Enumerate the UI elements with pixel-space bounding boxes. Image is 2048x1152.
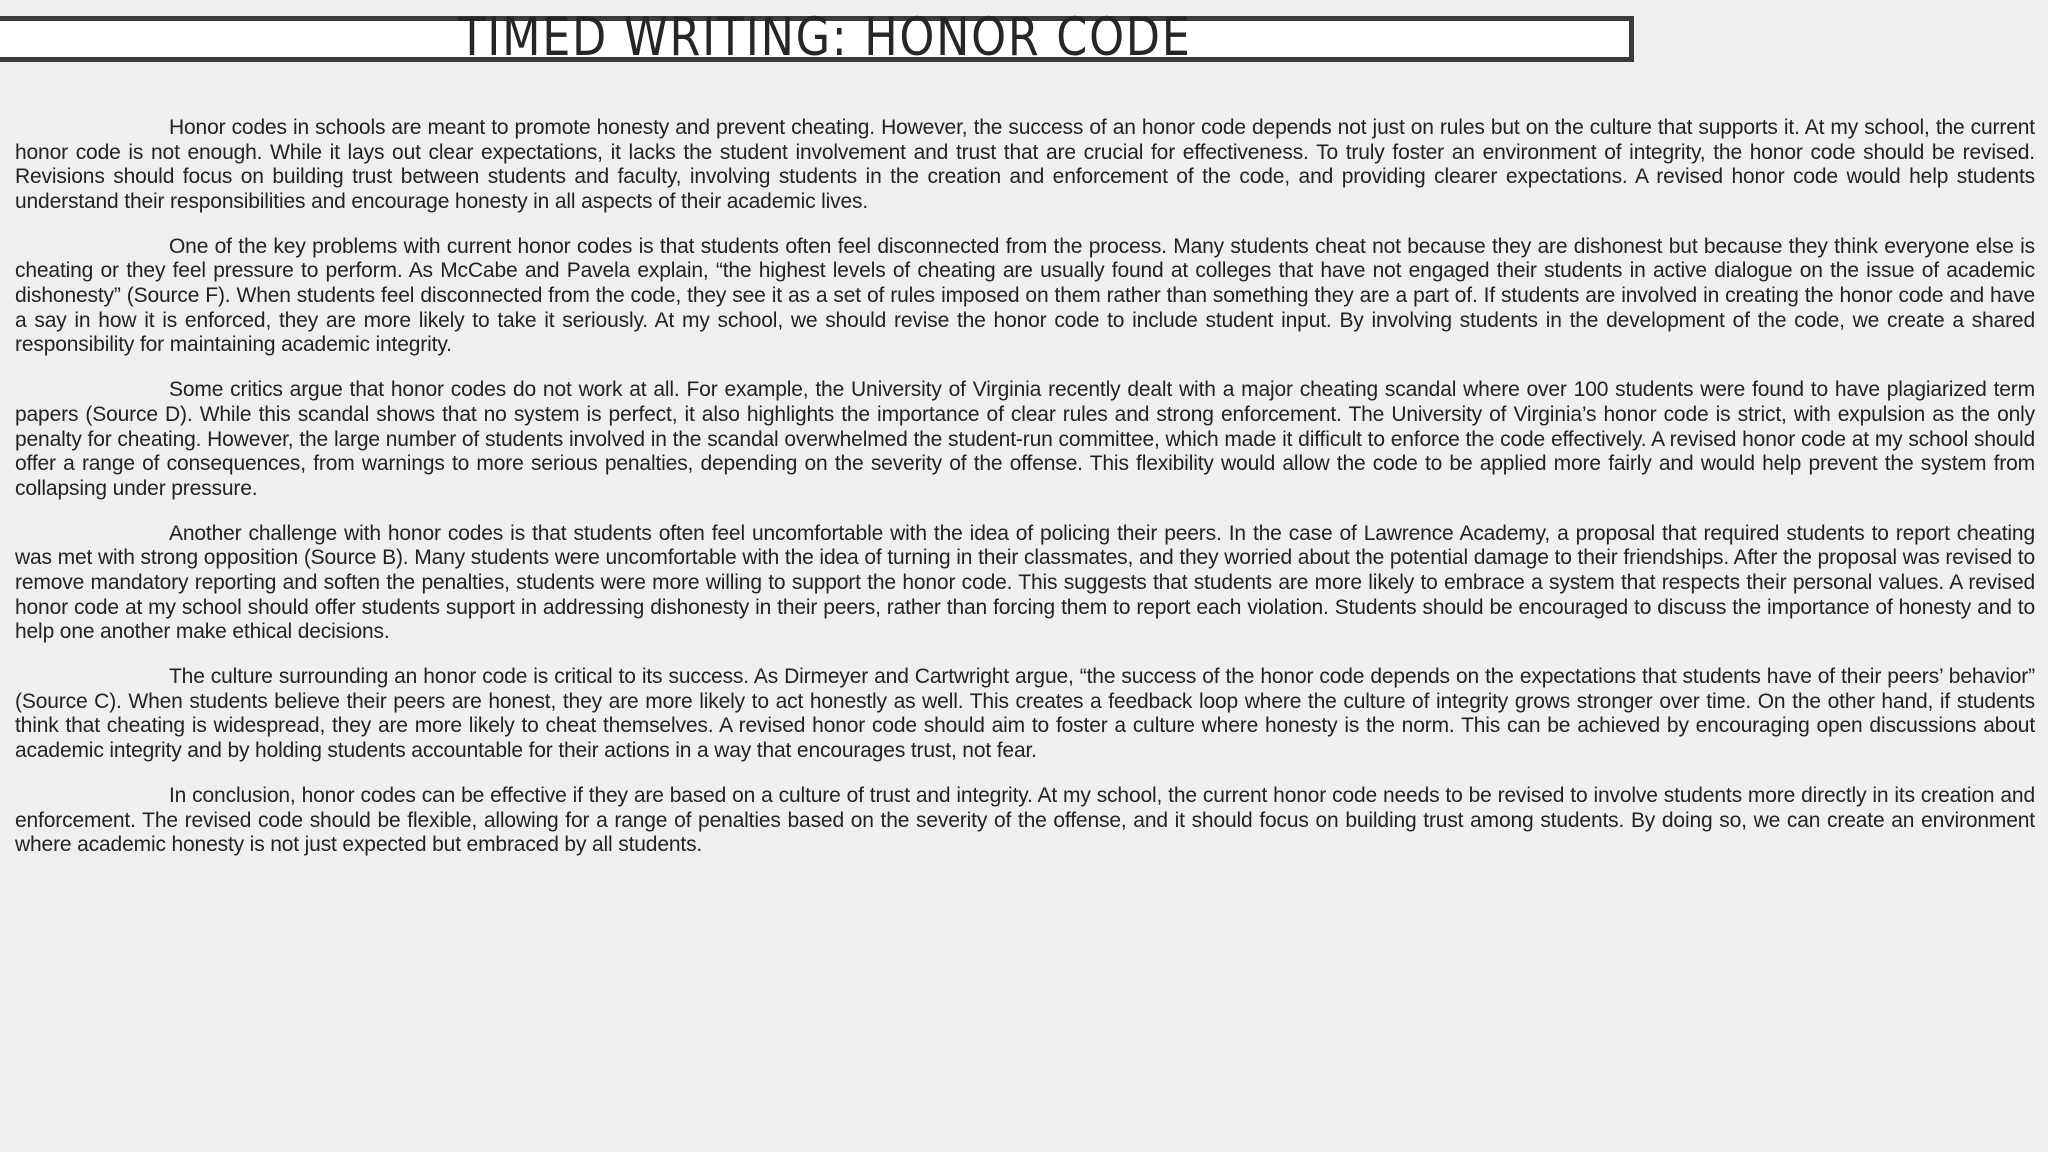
slide-title: TIMED WRITING: HONOR CODE: [458, 7, 1192, 68]
essay-paragraph-4: Another challenge with honor codes is that students often feel uncomfortable with the idea of policing their peers. In the case of Lawrence Academy, a proposal that required students to report cheating was met with strong opposition (Source B). Many students were uncomfortable with the idea of turning in their classmates, and they worried about the potential damage to their friendships. After the proposal was revised to remove mandatory reporting and soften the penalties, students were more willing to support the honor code. This suggests that students are more likely to embrace a system that respects their personal values. A revised honor code at my school should offer students support in addressing dishonesty in their peers, rather than forcing them to report each violation. Students should be encouraged to discuss the importance of honesty and to help one another make ethical decisions.: [15, 521, 2035, 644]
essay-paragraph-3: Some critics argue that honor codes do not work at all. For example, the University of Virginia recently dealt with a major cheating scandal where over 100 students were found to have plagiarized term papers (Source D). While this scandal shows that no system is perfect, it also highlights the importance of clear rules and strong enforcement. The University of Virginia’s honor code is strict, with expulsion as the only penalty for cheating. However, the large number of students involved in the scandal overwhelmed the student-run committee, which made it difficult to enforce the code effectively. A revised honor code at my school should offer a range of consequences, from warnings to more serious penalties, depending on the severity of the offense. This flexibility would allow the code to be applied more fairly and would help prevent the system from collapsing under pressure.: [15, 378, 2035, 500]
essay-body: [15, 116, 2035, 878]
essay-paragraph-5: The culture surrounding an honor code is critical to its success. As Dirmeyer and Cartwright argue, “the success of the honor code depends on the expectations that students have of their peers’ behavior” (Source C). When students believe their peers are honest, they are more likely to act honestly as well. This creates a feedback loop where the culture of integrity grows stronger over time. On the other hand, if students think that cheating is widespread, they are more likely to cheat themselves. A revised honor code should aim to foster a culture where honesty is the norm. This can be achieved by encouraging open discussions about academic integrity and by holding students accountable for their actions in a way that encourages trust, not fear.: [15, 665, 2035, 763]
essay-paragraph-6: In conclusion, honor codes can be effective if they are based on a culture of trust and integrity. At my school, the current honor code needs to be revised to involve students more directly in its creation and enforcement. The revised code should be flexible, allowing for a range of penalties based on the severity of the offense, and it should focus on building trust among students. By doing so, we can create an environment where academic honesty is not just expected but embraced by all students.: [15, 784, 2035, 857]
essay-paragraph-1: Honor codes in schools are meant to promote honesty and prevent cheating. However, the success of an honor code depends not just on rules but on the culture that supports it. At my school, the current honor code is not enough. While it lays out clear expectations, it lacks the student involvement and trust that are crucial for effectiveness. To truly foster an environment of integrity, the honor code should be revised. Revisions should focus on building trust between students and faculty, involving students in the creation and enforcement of the code, and providing clearer expectations. A revised honor code would help students understand their responsibilities and encourage honesty in all aspects of their academic lives.: [15, 116, 2035, 213]
essay-paragraph-2: One of the key problems with current honor codes is that students often feel disconnected from the process. Many students cheat not because they are dishonest but because they think everyone else is cheating or they feel pressure to perform. As McCabe and Pavela explain, “the highest levels of cheating are usually found at colleges that have not engaged their students in active dialogue on the issue of academic dishonesty” (Source F). When students feel disconnected from the code, they see it as a set of rules imposed on them rather than something they are a part of. If students are involved in creating the honor code and have a say in how it is enforced, they are more likely to take it seriously. At my school, we should revise the honor code to include student input. By involving students in the development of the code, we create a shared responsibility for maintaining academic integrity.: [15, 234, 2035, 357]
